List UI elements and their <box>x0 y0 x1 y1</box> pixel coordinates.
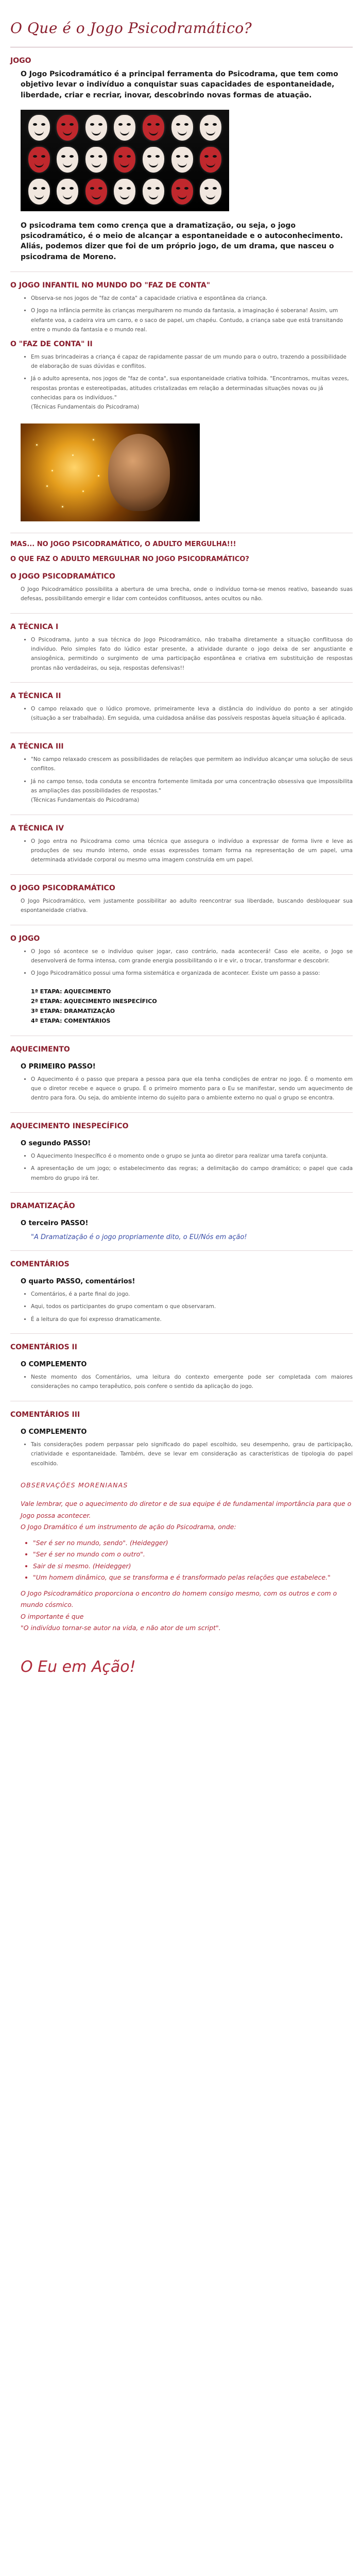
step-item: 2ª ETAPA: AQUECIMENTO INESPECÍFICO <box>31 997 157 1005</box>
section-heading-jogo-psicodramatico: O JOGO PSICODRAMÁTICO <box>10 572 115 581</box>
list-item: • Sair de si mesmo. (Heidegger) <box>33 1561 353 1572</box>
list-item: • Tais considerações podem perpassar pelo significado do papel escolhido, seu desempenho, grau de participação, criatividade e espontaneidade. Também, deve se levar em consideração as características de tipologia do papel escolhido. <box>31 1440 353 1468</box>
step-item: 4ª ETAPA: COMENTÁRIOS <box>31 1018 111 1025</box>
list-item: • "No campo relaxado crescem as possibilidades de relações que permitem ao indivíduo alcançar uma solução de seus conflitos. <box>31 755 353 774</box>
subheading-primeiro-passo: O PRIMEIRO PASSO! <box>21 1062 96 1071</box>
list-item: • O Aquecimento é o passo que prepara a pessoa para que ela tenha condições de entrar no jogo. É o momento em que o diretor recebe e aquece o grupo. É o primeiro momento para o Eu se manifestar, sendo um aquecimento de dentro para fora. Ou seja, do ambiente interno do sujeito para o ambiente externo no qual o grupo se encontra. <box>31 1075 353 1103</box>
list-item: • O Jogo entra no Psicodrama como uma técnica que assegura o indivíduo a expressar de forma livre e leve as produções de seu mundo interno, onde essas expressões tomam forma na representação de um papel, uma determinada atividade corporal ou mesmo uma imagem construída em um papel. <box>31 837 353 865</box>
list-item: • A apresentação de um jogo; o estabelecimento das regras; a delimitação do campo dramático; o papel que cada membro do grupo irá ter. <box>31 1164 353 1183</box>
observacoes-paragraph-1: Vale lembrar, que o aquecimento do diretor e de sua equipe é de fundamental importância para que o Jogo possa acontecer. <box>21 1500 352 1519</box>
section-heading-infantil: O JOGO INFANTIL NO MUNDO DO "FAZ DE CONTA" <box>10 281 211 290</box>
divider <box>10 1112 353 1113</box>
golden-face-image <box>21 423 200 521</box>
faz-de-conta-list <box>31 352 353 412</box>
dramatizacao-quote: "A Dramatização é o jogo propriamente dito, o EU/Nós em ação! <box>31 1233 247 1241</box>
observacoes-paragraph-2: O Jogo Dramático é um instrumento de ação do Psicodrama, onde: <box>21 1523 236 1531</box>
list-item: • Neste momento dos Comentários, uma leitura do contexto emergente pode ser completada com maiores considerações no campo terapêutico, pois confere o sentido da aplicação do jogo. <box>31 1372 353 1392</box>
subheading-quarto-passo: O quarto PASSO, comentários! <box>21 1277 135 1285</box>
section-heading-dramatizacao: DRAMATIZAÇÃO <box>10 1201 75 1210</box>
divider <box>10 1333 353 1334</box>
observacoes-paragraph-5: "O indivíduo tornar-se autor na vida, e não ator de um script". <box>21 1624 221 1632</box>
observacoes-list <box>33 1537 353 1584</box>
section-heading-comentarios-3: COMENTÁRIOS III <box>10 1410 80 1419</box>
comentarios-3-list <box>31 1440 353 1468</box>
tecnica-2-list <box>31 704 353 723</box>
list-item: • Aqui, todos os participantes do grupo comentam o que observaram. <box>31 1302 353 1311</box>
divider <box>10 1250 353 1251</box>
list-item: • "Ser é ser no mundo com o outro". <box>33 1549 353 1561</box>
divider <box>10 682 353 683</box>
tecnica-3-list <box>31 755 353 805</box>
section-heading-tecnica-1: A TÉCNICA I <box>10 622 59 631</box>
list-item: • É a leitura do que foi expresso dramaticamente. <box>31 1315 353 1324</box>
jogo-psicodramatico-paragraph: O Jogo Psicodramático possibilita a abertura de uma brecha, onde o indivíduo torna-se menos reativo, baseando suas defesas, possibilitando emergir e lidar com conteúdos conflituosos, antes ocultos ou não. <box>21 586 353 602</box>
section-heading-aquecimento: AQUECIMENTO <box>10 1045 70 1054</box>
o-jogo-list <box>31 947 353 978</box>
subheading-complemento: O COMPLEMENTO <box>21 1428 87 1436</box>
divider <box>10 1192 353 1193</box>
steps-list <box>31 987 353 1026</box>
observacoes-paragraph-3: O Jogo Psicodramático proporciona o encontro do homem consigo mesmo, com os outros e com o mundo cósmico. <box>21 1589 337 1609</box>
section-heading-o-jogo: O JOGO <box>10 934 40 943</box>
section-heading-tecnica-2: A TÉCNICA II <box>10 692 61 701</box>
jogo-psicodramatico-2-paragraph: O Jogo Psicodramático, vem justamente possibilitar ao adulto reencontrar sua liberdade, buscando desbloquear sua espontaneidade criativa. <box>21 897 353 914</box>
adult-question-1: MAS... NO JOGO PSICODRAMÁTICO, O ADULTO MERGULHA!!! <box>10 540 236 548</box>
list-item: • O campo relaxado que o lúdico promove, primeiramente leva a distância do indivíduo do ponto a ser atingido (situação a ser trabalhada). Em seguida, uma cuidadosa análise das possíveis respostas àquela situação é aplicada. <box>31 704 353 723</box>
list-item: • "Ser é ser no mundo, sendo". (Heidegger) <box>33 1537 353 1549</box>
divider <box>10 613 353 614</box>
step-item: 3ª ETAPA: DRAMATIZAÇÃO <box>31 1008 115 1015</box>
adult-question-2: O QUE FAZ O ADULTO MERGULHAR NO JOGO PSICODRAMÁTICO? <box>10 555 249 563</box>
section-heading-inespecifico: AQUECIMENTO INESPECÍFICO <box>10 1122 129 1130</box>
section-heading-jogo: JOGO <box>10 57 31 65</box>
section-heading-tecnica-3: A TÉCNICA III <box>10 742 64 751</box>
observacoes-paragraph-4: O importante é que <box>21 1612 84 1620</box>
section-heading-faz-de-conta: O "FAZ DE CONTA" II <box>10 340 93 348</box>
infantil-list <box>31 294 353 335</box>
comentarios-2-list <box>31 1372 353 1392</box>
page-title: O Que é o Jogo Psicodramático? <box>10 20 252 37</box>
divider <box>10 874 353 875</box>
tecnica-4-list <box>31 837 353 865</box>
list-item: • Em suas brincadeiras a criança é capaz de rapidamente passar de um mundo para o outro, trazendo a possibilidade de elaboração de suas dúvidas e conflitos. <box>31 352 353 371</box>
section-heading-comentarios-2: COMENTÁRIOS II <box>10 1343 77 1352</box>
jogo-paragraph-1: O Jogo Psicodramático é a principal ferramenta do Psicodrama, que tem como objetivo levar o indivíduo a conquistar suas capacidades de espontaneidade, liberdade, criar e recriar, inovar, descobrindo novas formas de atuação. <box>21 70 338 99</box>
masks-image <box>21 110 229 211</box>
list-item: • Observa-se nos jogos de "faz de conta" a capacidade criativa e espontânea da criança. <box>31 294 353 303</box>
inespecifico-list <box>31 1151 353 1183</box>
observacoes-box <box>21 1480 353 1634</box>
list-item: • O Psicodrama, junto a sua técnica do Jogo Psicodramático, não trabalha diretamente a situação conflituosa do indivíduo. Pelo simples fato do lúdico estar presente, a atividade durante o jogo deixa de ser angustiante e ansiogênica, permitindo o surgimento de uma participação espontânea e criativa em substituição de respostas prontas não verdadeiras, ou seja, respostas defensivas!! <box>31 635 353 673</box>
jogo-paragraph-3: Aliás, podemos dizer que foi de um próprio jogo, de um drama, que nasceu o psicodrama de Moreno. <box>21 242 334 261</box>
section-heading-jogo-psicodramatico-2: O JOGO PSICODRAMÁTICO <box>10 884 115 892</box>
aquecimento-list <box>31 1075 353 1103</box>
subheading-complemento: O COMPLEMENTO <box>21 1361 87 1369</box>
list-item: • "Um homem dinâmico, que se transforma e é transformado pelas relações que estabelece." <box>33 1572 353 1584</box>
list-item: • Já no campo tenso, toda conduta se encontra fortemente limitada por uma concentração obsessiva que impossibilita as ampliações das possibilidades de respostas." (Técnicas Fundamentais do Psicodrama) <box>31 777 353 805</box>
closing-title: O Eu em Ação! <box>21 1657 136 1676</box>
list-item: • Comentários, é a parte final do jogo. <box>31 1290 353 1299</box>
jogo-paragraph-2: O psicodrama tem como crença que a dramatização, ou seja, o jogo psicodramático, é o meio de alcançar a espontaneidade e o autoconhecimento. <box>21 221 343 241</box>
list-item: • O Jogo na infância permite às crianças mergulharem no mundo da fantasia, a imaginação é soberana! Assim, um elefante voa, a cadeira vira um carro, e o saco de papel, um chapéu. Contudo, a criança sabe que está transitando entre o mundo da fantasia e o mundo real. <box>31 306 353 334</box>
comentarios-list <box>31 1290 353 1324</box>
list-item: • Já o adulto apresenta, nos jogos de "faz de conta", sua espontaneidade criativa tolhida. "Encontramos, muitas vezes, respostas prontas e estereotipadas, atitudes cristalizadas em relação a determinadas situações novas ou já conhecidas para os indivíduos." (Técnicas Fundamentais do Psicodrama) <box>31 374 353 412</box>
section-heading-tecnica-4: A TÉCNICA IV <box>10 824 64 833</box>
section-heading-comentarios: COMENTÁRIOS <box>10 1260 70 1268</box>
observacoes-heading: OBSERVAÇÕES MORENIANAS <box>21 1481 128 1489</box>
subheading-terceiro-passo: O terceiro PASSO! <box>21 1219 89 1227</box>
subheading-segundo-passo: O segundo PASSO! <box>21 1139 91 1147</box>
step-item: 1ª ETAPA: AQUECIMENTO <box>31 988 111 995</box>
list-item: • O Jogo Psicodramático possui uma forma sistemática e organizada de acontecer. Existe um passo a passo: <box>31 969 353 978</box>
tecnica-1-list <box>31 635 353 673</box>
list-item: • O Jogo só acontece se o indivíduo quiser jogar, caso contrário, nada acontecerá! Caso ele aceite, o Jogo se desenvolverá de forma intensa, com grande energia possibilitando o ir e vir, o trocar, transformar e descobrir. <box>31 947 353 966</box>
list-item: • O Aquecimento Inespecífico é o momento onde o grupo se junta ao diretor para realizar uma tarefa conjunta. <box>31 1151 353 1161</box>
